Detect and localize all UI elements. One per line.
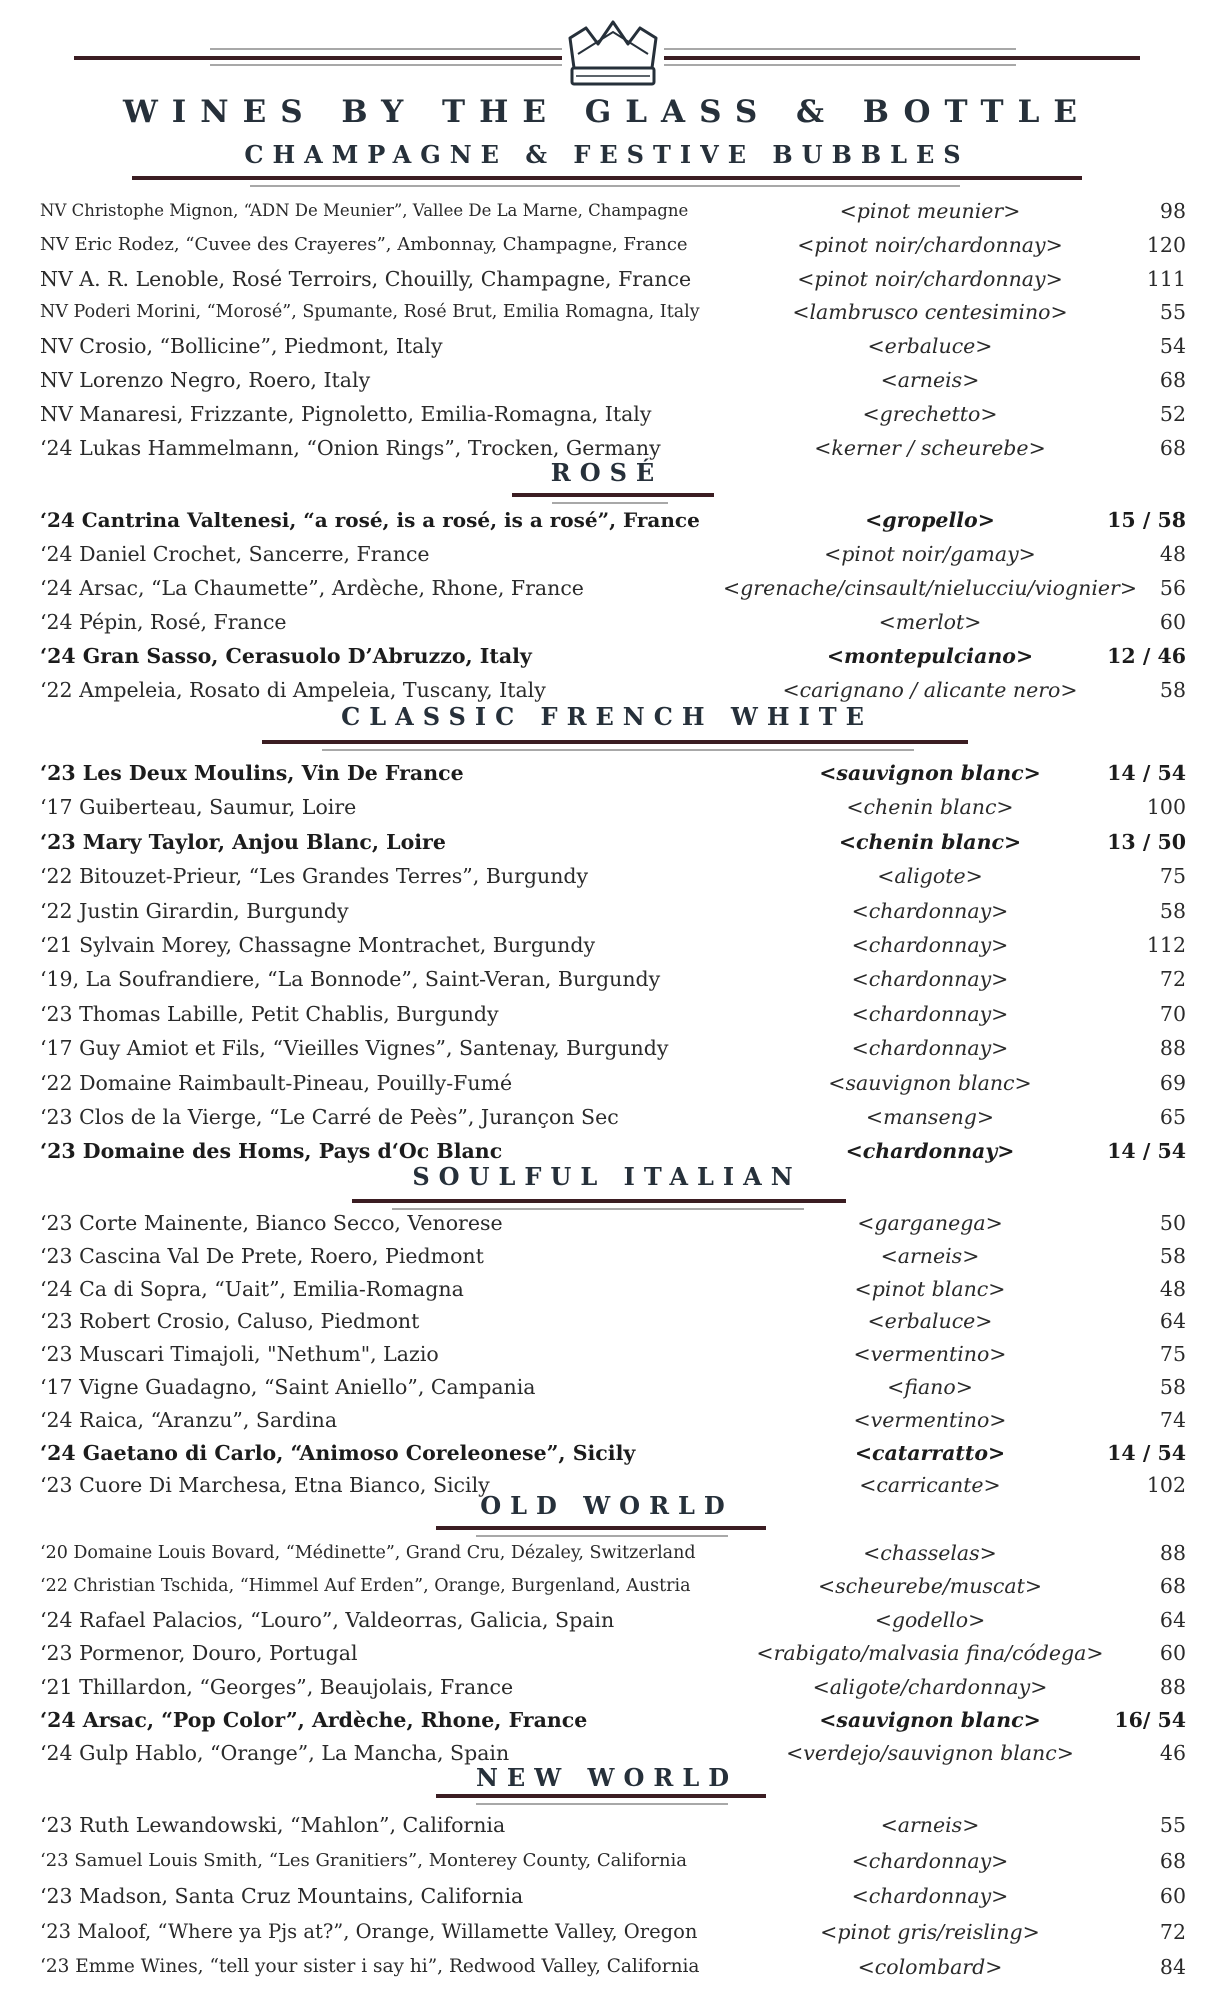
wine-name: ‘24 Daniel Crochet, Sancerre, France (40, 542, 430, 566)
wine-price: 14 / 54 (1107, 1139, 1186, 1164)
wine-grape: <pinot noir/chardonnay> (797, 232, 1063, 257)
section-title-rose: ROSÉ (550, 458, 664, 487)
section-title-old-world: OLD WORLD (480, 1491, 734, 1520)
wine-grape: <grenache/cinsault/nielucciu/viognier> (722, 576, 1137, 600)
wine-grape: <gropello> (865, 508, 995, 532)
wine-name: ‘24 Lukas Hammelmann, “Onion Rings”, Trocken, Germany (40, 435, 661, 460)
wine-row (0, 1372, 1214, 1402)
wine-name: ‘23 Maloof, “Where ya Pjs at?”, Orange, Willamette Valley, Oregon (40, 1919, 698, 1943)
wine-price: 48 (1159, 542, 1186, 566)
wine-name: ‘17 Guiberteau, Saumur, Loire (40, 795, 357, 820)
wine-price: 120 (1146, 232, 1186, 257)
wine-grape: <carignano / alicante nero> (782, 678, 1078, 702)
wine-name: NV Christophe Mignon, “ADN De Meunier”, Vallee De La Marne, Champagne (40, 201, 689, 220)
wine-price: 58 (1159, 678, 1186, 702)
wine-grape: <chardonnay> (851, 1001, 1009, 1026)
wine-name: ‘24 Ca di Sopra, “Uait”, Emilia-Romagna (40, 1276, 464, 1301)
wine-name: ‘17 Vigne Guadagno, “Saint Aniello”, Campania (40, 1375, 536, 1399)
wine-row (0, 1952, 1214, 1982)
wine-row (0, 827, 1214, 857)
wine-grape: <chenin blanc> (846, 795, 1014, 820)
wine-grape: <montepulciano> (826, 644, 1034, 668)
wine-grape: <scheurebe/muscat> (817, 1574, 1043, 1599)
wine-price: 72 (1159, 967, 1186, 992)
wine-grape: <carricante> (859, 1473, 1001, 1498)
wine-grape: <vermentino> (853, 1407, 1007, 1432)
wine-price: 75 (1159, 864, 1186, 889)
wine-price: 14 / 54 (1107, 761, 1186, 785)
wine-row (0, 758, 1214, 788)
wine-row (0, 999, 1214, 1029)
wine-row (0, 297, 1214, 327)
wine-price: 68 (1159, 435, 1186, 460)
wine-name: ‘23 Pormenor, Douro, Portugal (40, 1641, 358, 1666)
wine-row (0, 1102, 1214, 1132)
wine-grape: <pinot meunier> (839, 199, 1021, 223)
wine-row (0, 1672, 1214, 1702)
wine-row (0, 1705, 1214, 1735)
wine-row (0, 1438, 1214, 1468)
wine-price: 60 (1159, 1641, 1186, 1666)
header-rule-left (74, 56, 562, 60)
wine-name: NV Lorenzo Negro, Roero, Italy (40, 368, 371, 392)
wine-price: 13 / 50 (1107, 829, 1186, 854)
wine-row (0, 573, 1214, 603)
wine-name: ‘20 Domaine Louis Bovard, “Médinette”, Grand Cru, Dézaley, Switzerland (40, 1543, 696, 1563)
wine-row (0, 1208, 1214, 1238)
wine-grape: <arneis> (880, 1243, 980, 1268)
wine-row (0, 675, 1214, 705)
wine-grape: <chardonnay> (851, 933, 1009, 957)
wine-name: NV A. R. Lenoble, Rosé Terroirs, Chouilly, Champagne, France (40, 266, 692, 291)
wine-name: ‘19, La Soufrandiere, “La Bonnode”, Saint-Veran, Burgundy (40, 967, 661, 992)
section-title-french-white: CLASSIC FRENCH WHITE (341, 702, 873, 731)
wine-name: ‘21 Thillardon, “Georges”, Beaujolais, France (40, 1674, 514, 1699)
wine-price: 68 (1159, 368, 1186, 392)
wine-price: 15 / 58 (1107, 508, 1186, 532)
wine-price: 88 (1159, 1674, 1186, 1699)
wine-row (0, 1846, 1214, 1876)
wine-price: 58 (1159, 1243, 1186, 1268)
wine-price: 58 (1159, 898, 1186, 923)
wine-price: 98 (1159, 199, 1186, 223)
wine-grape: <chasselas> (863, 1541, 997, 1565)
wine-name: NV Crosio, “Bollicine”, Piedmont, Italy (40, 334, 443, 359)
wine-name: ‘24 Gran Sasso, Cerasuolo D’Abruzzo, Italy (40, 644, 532, 668)
wine-price: 112 (1146, 933, 1186, 957)
wine-name: ‘23 Les Deux Moulins, Vin De France (40, 761, 464, 785)
wine-name: NV Poderi Morini, “Morosé”, Spumante, Rosé Brut, Emilia Romagna, Italy (40, 302, 700, 323)
wine-grape: <garganega> (857, 1211, 1003, 1235)
wine-price: 88 (1159, 1036, 1186, 1061)
wine-price: 100 (1146, 795, 1186, 820)
wine-grape: <aligote/chardonnay> (812, 1674, 1048, 1699)
wine-grape: <pinot gris/reisling> (820, 1919, 1040, 1944)
wine-grape: <arneis> (880, 1813, 980, 1837)
wine-row (0, 861, 1214, 891)
wine-name: ‘23 Cascina Val De Prete, Roero, Piedmont (40, 1243, 484, 1268)
wine-name: ‘22 Bitouzet-Prieur, “Les Grandes Terres”, Burgundy (40, 864, 589, 889)
wine-grape: <chardonnay> (851, 967, 1009, 992)
wine-row (0, 331, 1214, 361)
wine-name: ‘23 Thomas Labille, Petit Chablis, Burgundy (40, 1001, 499, 1026)
wine-row (0, 1241, 1214, 1271)
wine-row (0, 1033, 1214, 1063)
wine-name: ‘24 Arsac, “La Chaumette”, Ardèche, Rhone, France (40, 576, 584, 600)
wine-price: 68 (1159, 1574, 1186, 1599)
wine-grape: <pinot noir/chardonnay> (797, 266, 1063, 291)
wine-price: 68 (1159, 1848, 1186, 1873)
wine-grape: <fiano> (887, 1375, 973, 1399)
wine-price: 64 (1159, 1607, 1186, 1632)
wine-name: ‘22 Ampeleia, Rosato di Ampeleia, Tuscany, Italy (40, 678, 546, 702)
wine-price: 12 / 46 (1107, 644, 1186, 668)
wine-grape: <kerner / scheurebe> (814, 435, 1046, 460)
header-grey-rule-left (210, 48, 562, 50)
wine-name: ‘24 Gaetano di Carlo, “Animoso Coreleonese”, Sicily (40, 1440, 636, 1465)
wine-price: 14 / 54 (1107, 1440, 1186, 1465)
wine-grape: <pinot noir/gamay> (824, 542, 1036, 566)
section-grey-rule (476, 1803, 728, 1805)
wine-price: 75 (1159, 1342, 1186, 1367)
section-grey-rule (250, 185, 960, 187)
wine-price: 55 (1159, 1813, 1186, 1837)
wine-row (0, 230, 1214, 260)
wine-grape: <arneis> (880, 368, 980, 392)
wine-row (0, 1917, 1214, 1947)
section-rule (132, 176, 1082, 180)
wine-price: 56 (1159, 576, 1186, 600)
wine-price: 55 (1159, 300, 1186, 325)
wine-grape: <chardonnay> (851, 1884, 1009, 1909)
wine-grape: <chardonnay> (845, 1139, 1015, 1164)
wine-name: ‘24 Rafael Palacios, “Louro”, Valdeorras, Galicia, Spain (40, 1607, 615, 1632)
crown-icon (562, 18, 664, 90)
wine-name: ‘23 Samuel Louis Smith, “Les Granitiers”, Monterey County, California (40, 1849, 688, 1871)
wine-name: ‘23 Corte Mainente, Bianco Secco, Venorese (40, 1211, 503, 1235)
wine-name: ‘22 Christian Tschida, “Himmel Auf Erden”, Orange, Burgenland, Austria (40, 1576, 691, 1597)
wine-row (0, 1538, 1214, 1568)
wine-grape: <rabigato/malvasia fina/códega> (756, 1641, 1104, 1666)
wine-grape: <sauvignon blanc> (819, 761, 1041, 785)
wine-price: 64 (1159, 1309, 1186, 1334)
wine-grape: <sauvignon blanc> (819, 1708, 1041, 1732)
wine-grape: <chardonnay> (851, 898, 1009, 923)
wine-name: ‘24 Pépin, Rosé, France (40, 610, 287, 634)
wine-row (0, 1306, 1214, 1336)
wine-name: ‘24 Cantrina Valtenesi, “a rosé, is a rosé, is a rosé”, France (40, 508, 700, 532)
wine-row (0, 930, 1214, 960)
wine-price: 54 (1159, 334, 1186, 359)
section-title-champagne: CHAMPAGNE & FESTIVE BUBBLES (244, 140, 970, 169)
wine-name: ‘17 Guy Amiot et Fils, “Vieilles Vignes”, Santenay, Burgundy (40, 1036, 669, 1061)
section-title-italian: SOULFUL ITALIAN (412, 1162, 802, 1191)
wine-row (0, 505, 1214, 535)
wine-grape: <grechetto> (862, 401, 998, 426)
wine-name: ‘21 Sylvain Morey, Chassagne Montrachet, Burgundy (40, 933, 596, 957)
wine-grape: <chenin blanc> (838, 829, 1022, 854)
section-grey-rule (476, 1535, 728, 1537)
wine-price: 111 (1146, 266, 1186, 291)
wine-price: 60 (1159, 610, 1186, 634)
wine-name: NV Eric Rodez, “Cuvee des Crayeres”, Ambonnay, Champagne, France (40, 233, 688, 255)
wine-row (0, 1339, 1214, 1369)
wine-price: 52 (1159, 401, 1186, 426)
header-grey-rule-right-2 (664, 64, 1016, 66)
wine-grape: <chardonnay> (851, 1848, 1009, 1873)
wine-name: ‘23 Robert Crosio, Caluso, Piedmont (40, 1309, 420, 1334)
wine-row (0, 1405, 1214, 1435)
wine-grape: <erbaluce> (867, 1309, 993, 1334)
wine-name: ‘23 Ruth Lewandowski, “Mahlon”, California (40, 1813, 506, 1837)
wine-price: 102 (1146, 1473, 1186, 1498)
wine-grape: <chardonnay> (851, 1036, 1009, 1061)
section-rule (436, 1794, 766, 1798)
wine-price: 46 (1159, 1741, 1186, 1766)
wine-price: 65 (1159, 1105, 1186, 1129)
wine-row (0, 641, 1214, 671)
wine-row (0, 1068, 1214, 1098)
wine-price: 60 (1159, 1884, 1186, 1909)
wine-row (0, 792, 1214, 822)
wine-row (0, 1605, 1214, 1635)
wine-grape: <sauvignon blanc> (828, 1070, 1032, 1095)
wine-grape: <merlot> (878, 610, 982, 634)
wine-row (0, 1810, 1214, 1840)
wine-grape: <aligote> (877, 864, 983, 889)
wine-row (0, 1638, 1214, 1668)
wine-name: ‘22 Justin Girardin, Burgundy (40, 898, 349, 923)
wine-name: ‘24 Gulp Hablo, “Orange”, La Mancha, Spain (40, 1741, 510, 1766)
wine-name: ‘23 Mary Taylor, Anjou Blanc, Loire (40, 829, 446, 854)
wine-grape: <godello> (874, 1607, 986, 1632)
wine-row (0, 896, 1214, 926)
header-grey-rule-right (664, 48, 1016, 50)
section-title-new-world: NEW WORLD (475, 1763, 739, 1792)
wine-price: 74 (1159, 1407, 1186, 1432)
wine-row (0, 365, 1214, 395)
wine-grape: <erbaluce> (867, 334, 993, 359)
wine-name: ‘23 Clos de la Vierge, “Le Carré de Peès”, Jurançon Sec (40, 1105, 619, 1129)
wine-grape: <catarratto> (854, 1440, 1006, 1465)
wine-name: NV Manaresi, Frizzante, Pignoletto, Emilia-Romagna, Italy (40, 401, 652, 426)
wine-price: 70 (1159, 1001, 1186, 1026)
section-grey-rule (322, 749, 914, 751)
wine-price: 16/ 54 (1114, 1708, 1186, 1732)
wine-name: ‘23 Madson, Santa Cruz Mountains, California (40, 1884, 524, 1909)
wine-name: ‘24 Arsac, “Pop Color”, Ardèche, Rhone, France (40, 1708, 588, 1732)
wine-name: ‘23 Cuore Di Marchesa, Etna Bianco, Sicily (40, 1473, 490, 1498)
wine-price: 48 (1159, 1276, 1186, 1301)
header-grey-rule-left-2 (210, 64, 562, 66)
wine-row (0, 1881, 1214, 1911)
wine-row (0, 264, 1214, 294)
wine-name: ‘23 Muscari Timajoli, "Nethum", Lazio (40, 1342, 439, 1367)
wine-name: ‘22 Domaine Raimbault-Pineau, Pouilly-Fumé (40, 1070, 513, 1095)
wine-row (0, 539, 1214, 569)
wine-price: 84 (1159, 1955, 1186, 1980)
wine-grape: <vermentino> (853, 1342, 1007, 1367)
wine-price: 72 (1159, 1919, 1186, 1944)
wine-name: ‘23 Emme Wines, “tell your sister i say hi”, Redwood Valley, California (40, 1956, 700, 1978)
wine-row (0, 607, 1214, 637)
wine-name: ‘24 Raica, “Aranzu”, Sardina (40, 1407, 338, 1432)
wine-row (0, 196, 1214, 226)
section-rule (352, 1199, 846, 1203)
wine-row (0, 1571, 1214, 1601)
wine-grape: <lambrusco centesimino> (792, 300, 1068, 325)
wine-price: 58 (1159, 1375, 1186, 1399)
wine-row (0, 1274, 1214, 1304)
section-grey-rule (552, 502, 668, 504)
wine-name: ‘23 Domaine des Homs, Pays d‘Oc Blanc (40, 1139, 503, 1164)
section-rule (436, 1526, 766, 1530)
header-rule-right (664, 56, 1140, 60)
section-rule (262, 740, 968, 744)
wine-price: 50 (1159, 1211, 1186, 1235)
page-title: WINES BY THE GLASS & BOTTLE (122, 94, 1092, 130)
wine-price: 88 (1159, 1541, 1186, 1565)
wine-grape: <manseng> (865, 1105, 995, 1129)
wine-row (0, 964, 1214, 994)
wine-grape: <verdejo/sauvignon blanc> (786, 1741, 1074, 1766)
wine-price: 69 (1159, 1070, 1186, 1095)
wine-grape: <pinot blanc> (854, 1276, 1006, 1301)
wine-row (0, 399, 1214, 429)
section-rule (512, 493, 714, 497)
wine-grape: <colombard> (857, 1955, 1003, 1980)
